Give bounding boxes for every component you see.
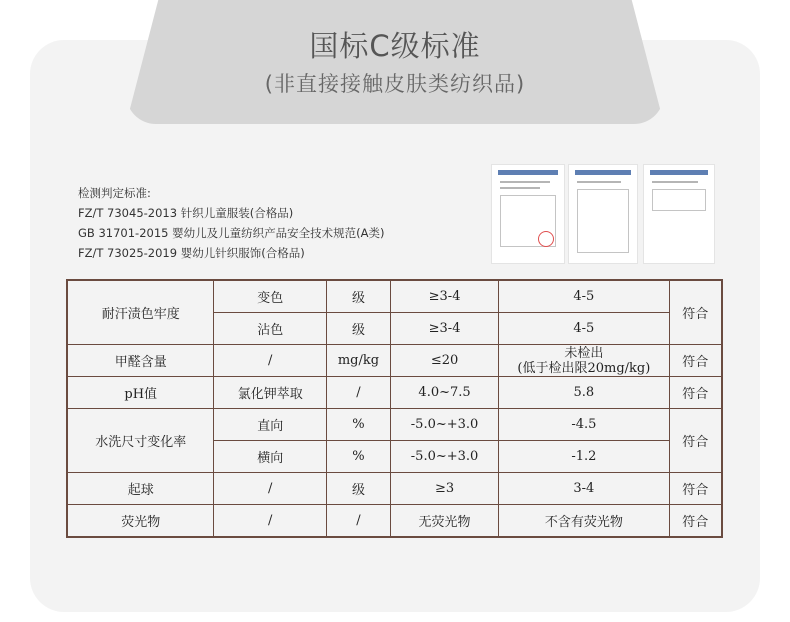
result-cell: 不含有荧光物 bbox=[499, 505, 669, 538]
verdict-cell: 符合 bbox=[669, 473, 722, 505]
sub-cell: / bbox=[214, 473, 327, 505]
result-cell: 4-5 bbox=[499, 313, 669, 345]
page-subtitle: (非直接接触皮肤类纺织品) bbox=[264, 72, 526, 96]
standards-heading: 检测判定标准: bbox=[78, 186, 151, 200]
standard-item: FZ/T 73025-2019 婴幼儿针织服饰(合格品) bbox=[78, 246, 305, 260]
standard-cell: 4.0~7.5 bbox=[390, 377, 498, 409]
verdict-cell: 符合 bbox=[669, 377, 722, 409]
page-title: 国标C级标准 bbox=[309, 29, 481, 63]
verdict-cell: 符合 bbox=[669, 505, 722, 538]
standard-cell: -5.0~+3.0 bbox=[390, 409, 498, 441]
standard-cell: -5.0~+3.0 bbox=[390, 441, 498, 473]
sub-cell: 氯化钾萃取 bbox=[214, 377, 327, 409]
sub-cell: / bbox=[214, 505, 327, 538]
report-image-3 bbox=[643, 164, 715, 264]
standard-item: GB 31701-2015 婴幼儿及儿童纺织产品安全技术规范(A类) bbox=[78, 226, 385, 240]
test-results-table bbox=[66, 279, 723, 538]
verdict-cell: 符合 bbox=[669, 409, 722, 473]
table-row bbox=[67, 409, 722, 441]
sub-cell: / bbox=[214, 345, 327, 377]
unit-cell: % bbox=[326, 441, 390, 473]
unit-cell: / bbox=[326, 505, 390, 538]
unit-cell: 级 bbox=[326, 313, 390, 345]
unit-cell: 级 bbox=[326, 280, 390, 313]
item-cell: 水洗尺寸变化率 bbox=[67, 409, 214, 473]
result-cell bbox=[499, 345, 669, 377]
result-cell: 4-5 bbox=[499, 280, 669, 313]
item-cell: 耐汗渍色牢度 bbox=[67, 280, 214, 345]
result-main: 未检出 bbox=[564, 345, 604, 361]
table-row bbox=[67, 377, 722, 409]
table-row bbox=[67, 473, 722, 505]
table-row bbox=[67, 505, 722, 538]
standard-cell: 无荧光物 bbox=[390, 505, 498, 538]
report-image-1 bbox=[491, 164, 565, 264]
item-cell: 甲醛含量 bbox=[67, 345, 214, 377]
standard-cell: ≥3-4 bbox=[390, 313, 498, 345]
table-row bbox=[67, 280, 722, 313]
verdict-cell: 符合 bbox=[669, 345, 722, 377]
sub-cell: 直向 bbox=[214, 409, 327, 441]
report-image-2 bbox=[568, 164, 638, 264]
result-cell: -1.2 bbox=[499, 441, 669, 473]
result-cell: 5.8 bbox=[499, 377, 669, 409]
standard-cell: ≤20 bbox=[390, 345, 498, 377]
table-row bbox=[67, 345, 722, 377]
unit-cell: 级 bbox=[326, 473, 390, 505]
result-cell: -4.5 bbox=[499, 409, 669, 441]
item-cell: 起球 bbox=[67, 473, 214, 505]
sub-cell: 沾色 bbox=[214, 313, 327, 345]
unit-cell: / bbox=[326, 377, 390, 409]
verdict-cell: 符合 bbox=[669, 280, 722, 345]
standards-list bbox=[78, 183, 384, 263]
result-note: (低于检出限20mg/kg) bbox=[517, 360, 651, 376]
standard-cell: ≥3 bbox=[390, 473, 498, 505]
result-cell: 3-4 bbox=[499, 473, 669, 505]
unit-cell: % bbox=[326, 409, 390, 441]
item-cell: 荧光物 bbox=[67, 505, 214, 538]
sub-cell: 横向 bbox=[214, 441, 327, 473]
item-cell: pH值 bbox=[67, 377, 214, 409]
standard-cell: ≥3-4 bbox=[390, 280, 498, 313]
standard-item: FZ/T 73045-2013 针织儿童服装(合格品) bbox=[78, 206, 294, 220]
unit-cell: mg/kg bbox=[326, 345, 390, 377]
sub-cell: 变色 bbox=[214, 280, 327, 313]
